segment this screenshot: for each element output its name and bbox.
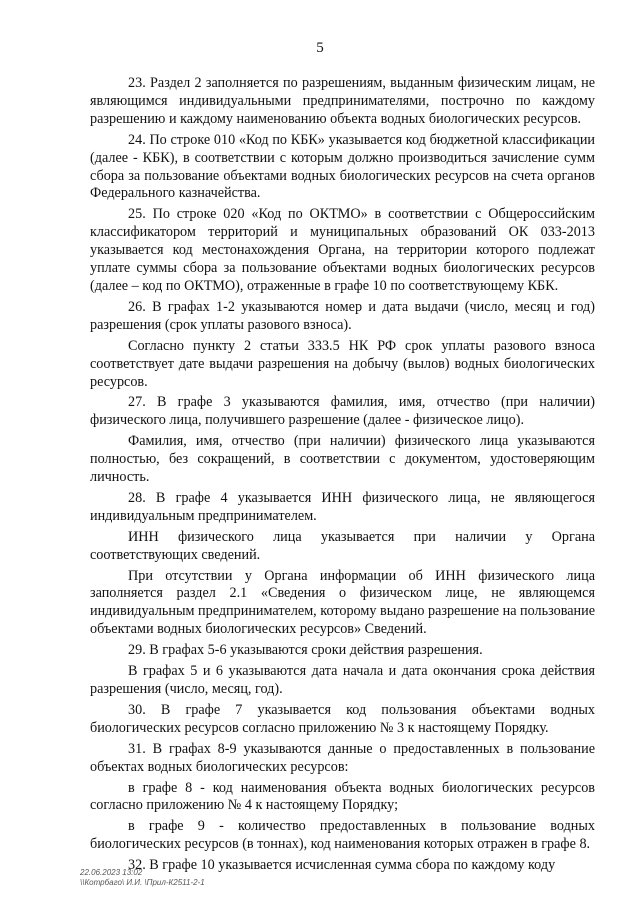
document-footer bbox=[80, 868, 205, 888]
paragraph-29-note: В графах 5 и 6 указываются дата начала и дата окончания срока действия разрешения (число, месяц, год). bbox=[90, 663, 595, 697]
paragraph-31-item-8: в графе 8 - код наименования объекта водных биологических ресурсов согласно приложению № 4 к настоящему Порядку; bbox=[90, 779, 595, 814]
paragraph-28-note-1: ИНН физического лица указывается при наличии у Органа соответствующих сведений. bbox=[90, 528, 595, 563]
paragraph-31-item-9: в графе 9 - количество предоставленных в пользование водных биологических ресурсов (в тоннах), код наименования которых отражен в графе 8. bbox=[90, 818, 595, 853]
document-body bbox=[90, 75, 595, 878]
paragraph-30: 30. В графе 7 указывается код пользования объектами водных биологических ресурсов согласно приложению № 3 к настоящему Порядку. bbox=[90, 701, 595, 736]
paragraph-26: 26. В графах 1-2 указываются номер и дата выдачи (число, месяц и год) разрешения (срок уплаты разового взноса). bbox=[90, 298, 595, 333]
paragraph-32: 32. В графе 10 указывается исчисленная сумма сбора по каждому коду bbox=[128, 857, 556, 874]
paragraph-27: 27. В графе 3 указываются фамилия, имя, отчество (при наличии) физического лица, получившего разрешение (далее - физическое лицо). bbox=[90, 394, 595, 429]
footer-file-path: \\Котрбаго\ И.И. \Прил-К2511-2-1 bbox=[80, 878, 205, 887]
paragraph-28-note-2: При отсутствии у Органа информации об ИНН физического лица заполняется раздел 2.1 «Сведения о физическом лице, не являющемся индивидуальным предпринимателем, которому выдано разрешение на пользование объектами водных биологических ресурсов» Сведений. bbox=[90, 567, 595, 638]
paragraph-29: 29. В графах 5-6 указываются сроки действия разрешения. bbox=[128, 642, 483, 659]
paragraph-26-note: Согласно пункту 2 статьи 333.5 НК РФ срок уплаты разового взноса соответствует дате выдачи разрешения на добычу (вылов) водных биологических ресурсов. bbox=[90, 337, 595, 390]
paragraph-24: 24. По строке 010 «Код по КБК» указывается код бюджетной классификации (далее - КБК), в соответствии с которым должно производиться зачисление сумм сбора за пользование объектами водных биологических ресурсов на счета органов Федерального казначейства. bbox=[90, 131, 595, 202]
page-number: 5 bbox=[316, 40, 324, 56]
paragraph-31: 31. В графах 8-9 указываются данные о предоставленных в пользование объектах водных биологических ресурсов: bbox=[90, 740, 595, 775]
footer-timestamp: 22.06.2023 13:02 bbox=[80, 868, 143, 877]
paragraph-27-note: Фамилия, имя, отчество (при наличии) физического лица указываются полностью, без сокращений, в соответствии с документом, удостоверяющим личность. bbox=[90, 433, 595, 486]
paragraph-23: 23. Раздел 2 заполняется по разрешениям, выданным физическим лицам, не являющимся индивидуальными предпринимателями, построчно по каждому разрешению и каждому наименованию объекта водных биологических ресурсов. bbox=[90, 75, 595, 127]
paragraph-25: 25. По строке 020 «Код по ОКТМО» в соответствии с Общероссийским классификатором территорий и муниципальных образований ОК 033-2013 указывается код местонахождения Органа, на территории которого подлежат уплате суммы сбора за пользование объектами водных биологических ресурсов (далее – код по ОКТМО), отраженные в графе 10 по соответствующему КБК. bbox=[90, 206, 595, 294]
paragraph-28: 28. В графе 4 указывается ИНН физического лица, не являющегося индивидуальным предпринимателем. bbox=[90, 489, 595, 524]
